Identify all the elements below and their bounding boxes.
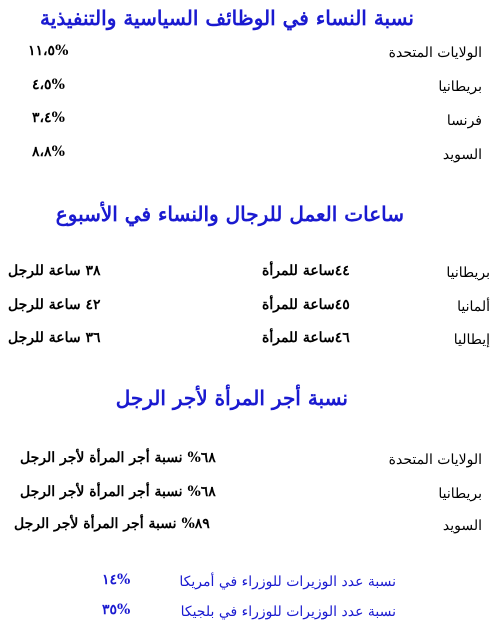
section3-country: بريطانيا [438, 486, 482, 502]
section2-title: ساعات العمل للرجال والنساء في الأسبوع [55, 202, 404, 226]
section2-women-hours: ٤٥ساعة للمرأة [262, 297, 350, 313]
section4-label: نسبة عدد الوزيرات للوزراء في بلجيكا [180, 604, 396, 620]
section1-country: بريطانيا [438, 79, 482, 95]
section4-value: ٣٥% [102, 602, 131, 618]
section2-women-hours: ٤٤ساعة للمرأة [262, 263, 350, 279]
section3-country: الولايات المتحدة [388, 452, 482, 468]
section4-value: ١٤% [102, 572, 131, 588]
section4-label: نسبة عدد الوزيرات للوزراء في أمريكا [179, 574, 396, 590]
section3-ratio: ٨٩% نسبة أجر المرأة لأجر الرجل [14, 516, 210, 532]
section3-ratio: ٦٨% نسبة أجر المرأة لأجر الرجل [20, 484, 216, 500]
section2-men-hours: ٣٦ ساعة للرجل [8, 330, 101, 346]
section2-country: بريطانيا [446, 265, 490, 281]
section2-country: ألمانيا [457, 299, 490, 315]
section2-country: إيطاليا [453, 332, 490, 348]
section3-country: السويد [442, 518, 482, 534]
section1-value: ٨،٨% [32, 144, 65, 160]
section1-value: ١١،٥% [28, 43, 69, 59]
section1-title: نسبة النساء في الوظائف السياسية والتنفيذية [40, 6, 414, 30]
section1-country: فرنسا [446, 113, 482, 129]
section2-women-hours: ٤٦ساعة للمرأة [262, 330, 350, 346]
section1-country: الولايات المتحدة [388, 45, 482, 61]
section1-country: السويد [442, 147, 482, 163]
section2-men-hours: ٤٢ ساعة للرجل [8, 297, 101, 313]
section1-value: ٤،٥% [32, 77, 65, 93]
section3-ratio: ٦٨% نسبة أجر المرأة لأجر الرجل [20, 450, 216, 466]
section2-men-hours: ٣٨ ساعة للرجل [8, 263, 101, 279]
section1-value: ٣،٤% [32, 110, 65, 126]
section3-title: نسبة أجر المرأة لأجر الرجل [115, 386, 348, 410]
